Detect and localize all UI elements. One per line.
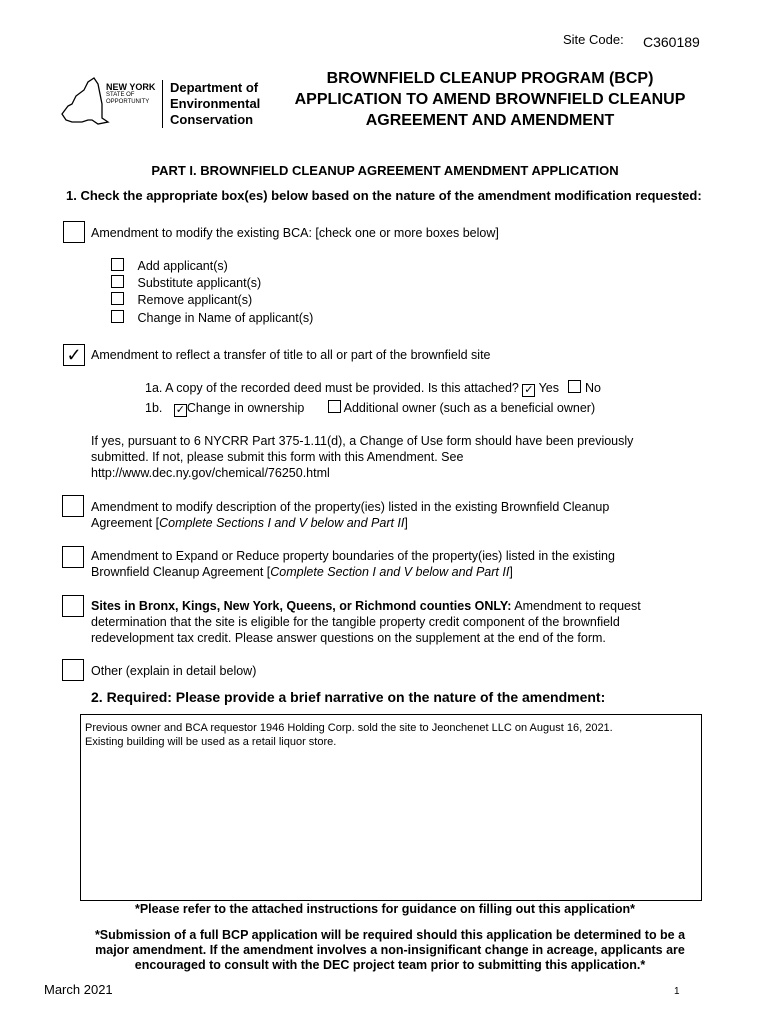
sub-option-add: Add applicant(s) [111,258,228,274]
checkbox-additional-owner[interactable] [328,400,341,413]
question-1: 1. Check the appropriate box(es) below based on the nature of the amendment modification requested: [66,188,702,203]
checkbox-sites-counties[interactable] [62,595,84,617]
checkbox-transfer-title[interactable] [63,344,85,366]
check-mark: ✓ [66,345,82,365]
site-code-value: C360189 [643,34,700,50]
logo-divider [162,80,163,128]
sub-option-change-name: Change in Name of applicant(s) [111,310,313,326]
question-1b: 1b. ✓ Change in ownership Additional owner (such as a beneficial owner) [145,401,596,416]
label-sites-counties: Sites in Bronx, Kings, New York, Queens, or Richmond counties ONLY: Amendment to request determination that the site is eligible for the tangible property credit component of the brownfield redevelopment tax credit. Please answer questions on the supplement at the end of the form. [91,599,641,645]
site-code [563,32,700,50]
label-modify-description: Amendment to modify description of the property(ies) listed in the existing Brownfield Cleanup Agreement [Complete Sections I and V below and Part II] [91,500,610,530]
label-transfer-title: Amendment to reflect a transfer of title to all or part of the brownfield site [91,348,491,362]
change-of-use-note: If yes, pursuant to 6 NYCRR Part 375-1.11(d), a Change of Use form should have been previously submitted. If not, please submit this form with this Amendment. See http://www.dec.ny.gov/chemical/76250.html [91,434,634,480]
check-mark: ✓ [175,404,185,416]
question-2: 2. Required: Please provide a brief narrative on the nature of the amendment: [91,689,606,705]
narrative-line: Existing building will be used as a retail liquor store. [85,736,337,748]
checkbox-expand-reduce[interactable] [62,546,84,568]
document-title: BROWNFIELD CLEANUP PROGRAM (BCP) APPLICATION TO AMEND BROWNFIELD CLEANUP AGREEMENT AND AMENDMENT [294,70,686,129]
checkbox-modify-description[interactable] [62,495,84,517]
site-code-label: Site Code: [563,32,624,47]
new-york-state-outline-icon [58,74,110,134]
label-expand-reduce: Amendment to Expand or Reduce property boundaries of the property(ies) listed in the existing Brownfield Cleanup Agreement [Complete Section I and V below and Part II] [91,549,615,579]
revision-date: March 2021 [44,982,113,997]
department-name: Department of Environmental Conservation [170,80,261,127]
checkbox-substitute-applicant[interactable] [111,275,124,288]
checkbox-add-applicant[interactable] [111,258,124,271]
nys-dec-logo [58,70,268,134]
sub-option-remove: Remove applicant(s) [111,292,252,308]
checkbox-other[interactable] [62,659,84,681]
narrative-textarea[interactable] [80,714,702,901]
dec-link[interactable]: http://www.dec.ny.gov/chemical/76250.html [91,466,330,480]
part-heading: PART I. BROWNFIELD CLEANUP AGREEMENT AMENDMENT APPLICATION [151,163,619,178]
checkbox-remove-applicant[interactable] [111,292,124,305]
label-other: Other (explain in detail below) [91,664,257,678]
checkbox-change-name[interactable] [111,310,124,323]
submission-note: *Submission of a full BCP application will be required should this application be determined to be a major amendment. If the amendment involves a non-insignificant change in acreage, applicants are encouraged to consult with the DEC project team prior to submitting this application.* [94,928,686,972]
checkbox-deed-yes[interactable] [522,384,535,397]
question-1a: 1a. A copy of the recorded deed must be provided. Is this attached? ✓ Yes No [145,381,601,396]
narrative-line: Previous owner and BCA requestor 1946 Holding Corp. sold the site to Jeonchenet LLC on August 16, 2021. [85,722,613,734]
instructions-note: *Please refer to the attached instructions for guidance on filling out this application* [134,902,636,916]
checkbox-change-ownership[interactable] [174,404,187,417]
label-modify-bca: Amendment to modify the existing BCA: [check one or more boxes below] [91,226,499,240]
ny-wordmark: NEW YORK STATE OF OPPORTUNITY [106,82,156,105]
sub-option-substitute: Substitute applicant(s) [111,275,261,291]
checkbox-deed-no[interactable] [568,380,581,393]
checkbox-modify-bca[interactable] [63,221,85,243]
check-mark: ✓ [524,384,534,396]
page-number: 1 [674,986,680,997]
